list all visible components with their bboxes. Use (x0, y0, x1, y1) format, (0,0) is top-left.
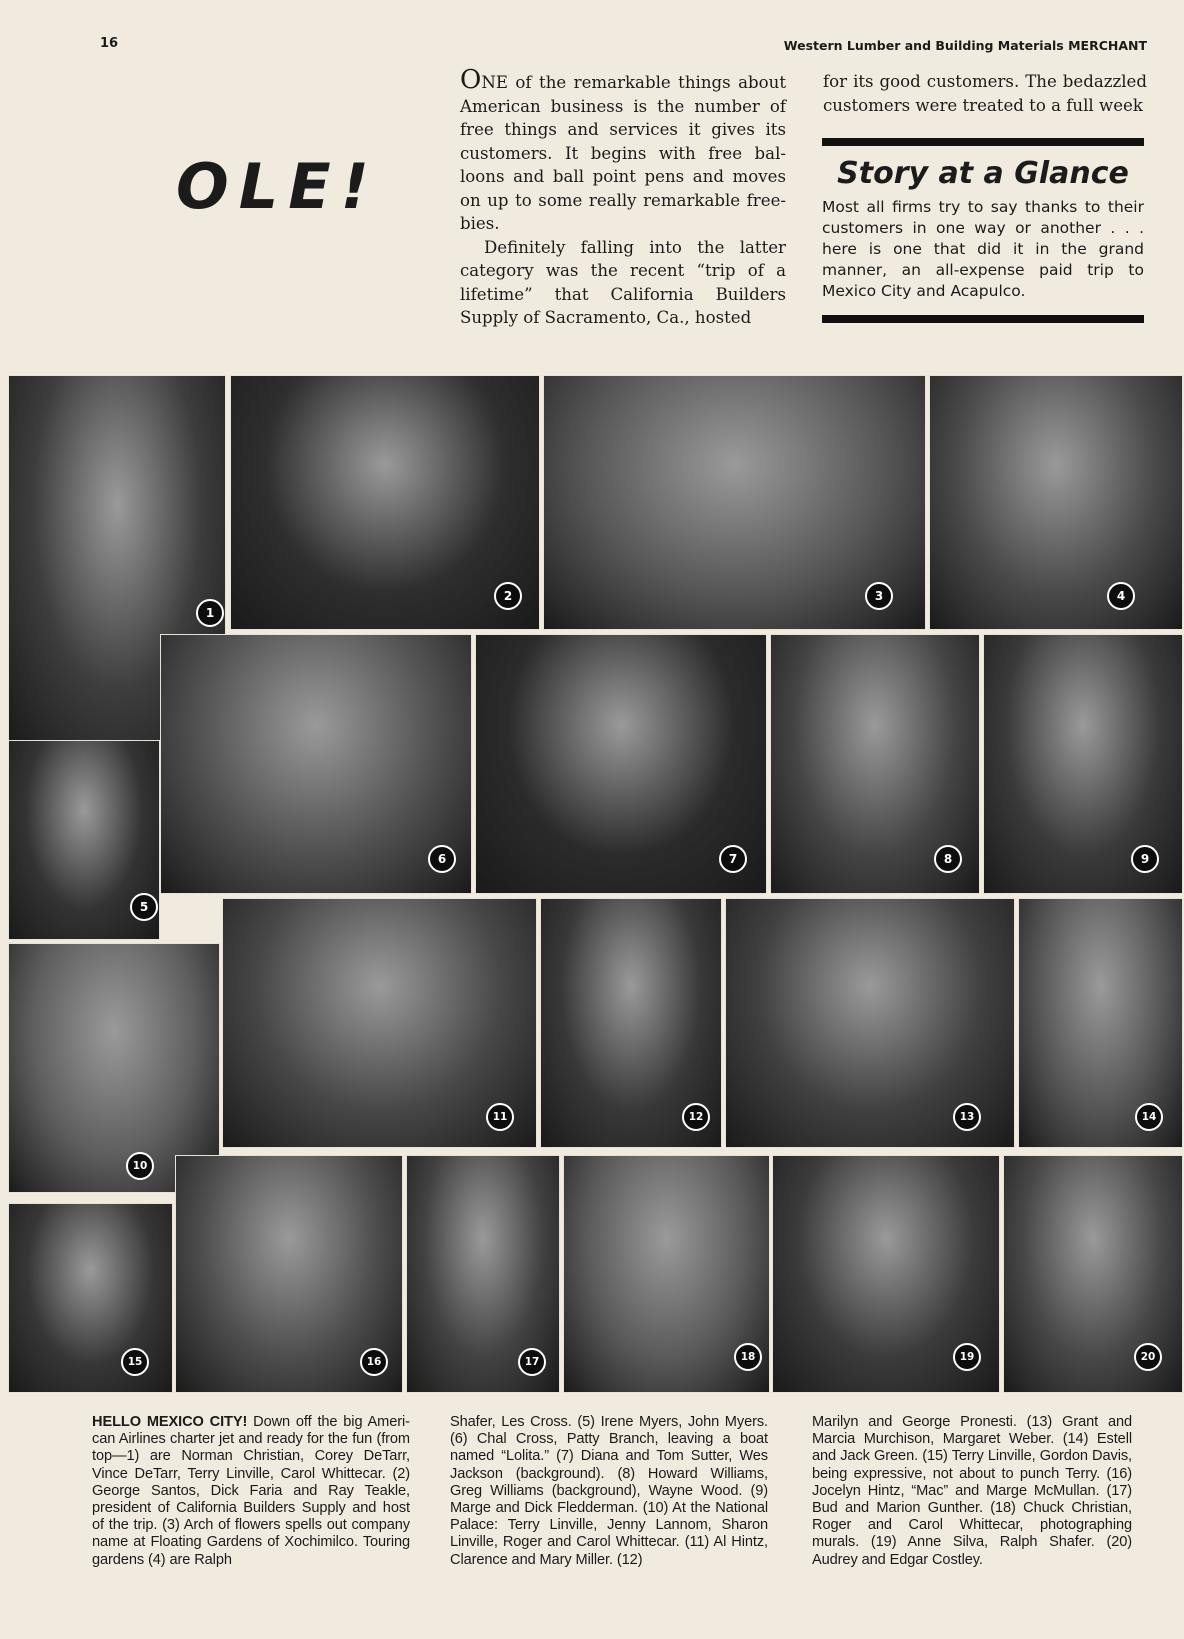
running-head: Western Lumber and Building Materials MERCHANT (783, 38, 1147, 53)
photo-number-badge: 18 (734, 1343, 762, 1371)
article-title: OLE! (176, 150, 379, 223)
caption-column-1 (92, 1414, 410, 1569)
photo-number-badge: 7 (719, 845, 747, 873)
paragraph-1-text: NE of the remarkable things about American business is the number of free things and services it gives its customers. It begins with free balloons and ball point pens and moves on up to some really remarkable freebies. (460, 73, 786, 233)
photo-number-badge: 20 (1134, 1343, 1162, 1371)
photo-number-badge: 12 (682, 1103, 710, 1131)
story-at-a-glance-box (822, 138, 1144, 323)
photo-number-badge: 3 (865, 582, 893, 610)
photo-number-badge: 8 (934, 845, 962, 873)
photo-number-badge: 9 (1131, 845, 1159, 873)
page-number: 16 (100, 36, 119, 51)
paragraph-1 (460, 65, 786, 236)
paragraph-3: for its good customers. The bedazzled customers were treated to a full week (823, 72, 1147, 115)
photo-number-badge: 19 (953, 1343, 981, 1371)
photo-number-badge: 6 (428, 845, 456, 873)
photo-number-badge: 15 (121, 1348, 149, 1376)
body-column-1 (460, 65, 786, 330)
photo-number-badge: 1 (196, 599, 224, 627)
photo-4 (929, 375, 1183, 630)
photo-number-badge: 2 (494, 582, 522, 610)
photo-number-badge: 14 (1135, 1103, 1163, 1131)
glance-heading: Story at a Glance (837, 156, 1129, 191)
photo-number-badge: 4 (1107, 582, 1135, 610)
photo-number-badge: 5 (130, 893, 158, 921)
caption-lead: HELLO MEXICO CITY! (92, 1414, 248, 1430)
photo-number-badge: 16 (360, 1348, 388, 1376)
body-column-2 (823, 70, 1147, 117)
photo-number-badge: 17 (518, 1348, 546, 1376)
photo-number-badge: 11 (486, 1103, 514, 1131)
caption-column-3: Marilyn and George Pronesti. (13) Grant and Marcia Murchison, Margaret Weber. (14) Estell and Jack Green. (15) Terry Linville, Gordon Davis, being expressive, not about to punch Terry. (16) Jocelyn Hintz, “Mac” and Marge McMullan. (17) Bud and Marion Gunther. (18) Chuck Christian, Roger and Carol Whittecar, photographing murals. (19) Anne Silva, Ralph Shafer. (20) Audrey and Edgar Costley. (812, 1414, 1132, 1568)
drop-cap: O (460, 65, 482, 95)
caption-column-2: Shafer, Les Cross. (5) Irene Myers, John Myers. (6) Chal Cross, Patty Branch, leaving a boat named “Lolita.” (7) Diana and Tom Sutter, Wes Jackson (background). (8) Howard Williams, Greg Williams (background), Wayne Wood. (9) Marge and Dick Fledderman. (10) At the National Palace: Terry Linville, Jenny Lannom, Sharon Linville, Roger and Carol Whittecar. (11) Al Hintz, Clarence and Mary Miller. (12) (450, 1414, 768, 1568)
photo-6 (160, 634, 472, 894)
photo-number-badge: 13 (953, 1103, 981, 1131)
caption-text-1: Down off the big American Airlines charter jet and ready for the fun (from top—1) are Norman Christian, Corey DeTarr, Vince DeTarr, Terry Linville, Carol Whittecar. (2) George Santos, Dick Faria and Ray Teakle, president of California Builders Supply and host of the trip. (3) Arch of flowers spells out company name at Floating Gardens of Xochimilco. Touring gardens (4) are Ralph (92, 1414, 411, 1568)
glance-text: Most all firms try to say thanks to their customers in one way or another . . . here is one that did it in the grand manner, an all-expense paid trip to Mexico City and Acapulco. (822, 198, 1144, 300)
paragraph-2: Definitely falling into the latter category was the recent “trip of a lifetime” that California Builders Supply of Sacramento, Ca., hosted (460, 237, 786, 327)
photo-number-badge: 10 (126, 1152, 154, 1180)
